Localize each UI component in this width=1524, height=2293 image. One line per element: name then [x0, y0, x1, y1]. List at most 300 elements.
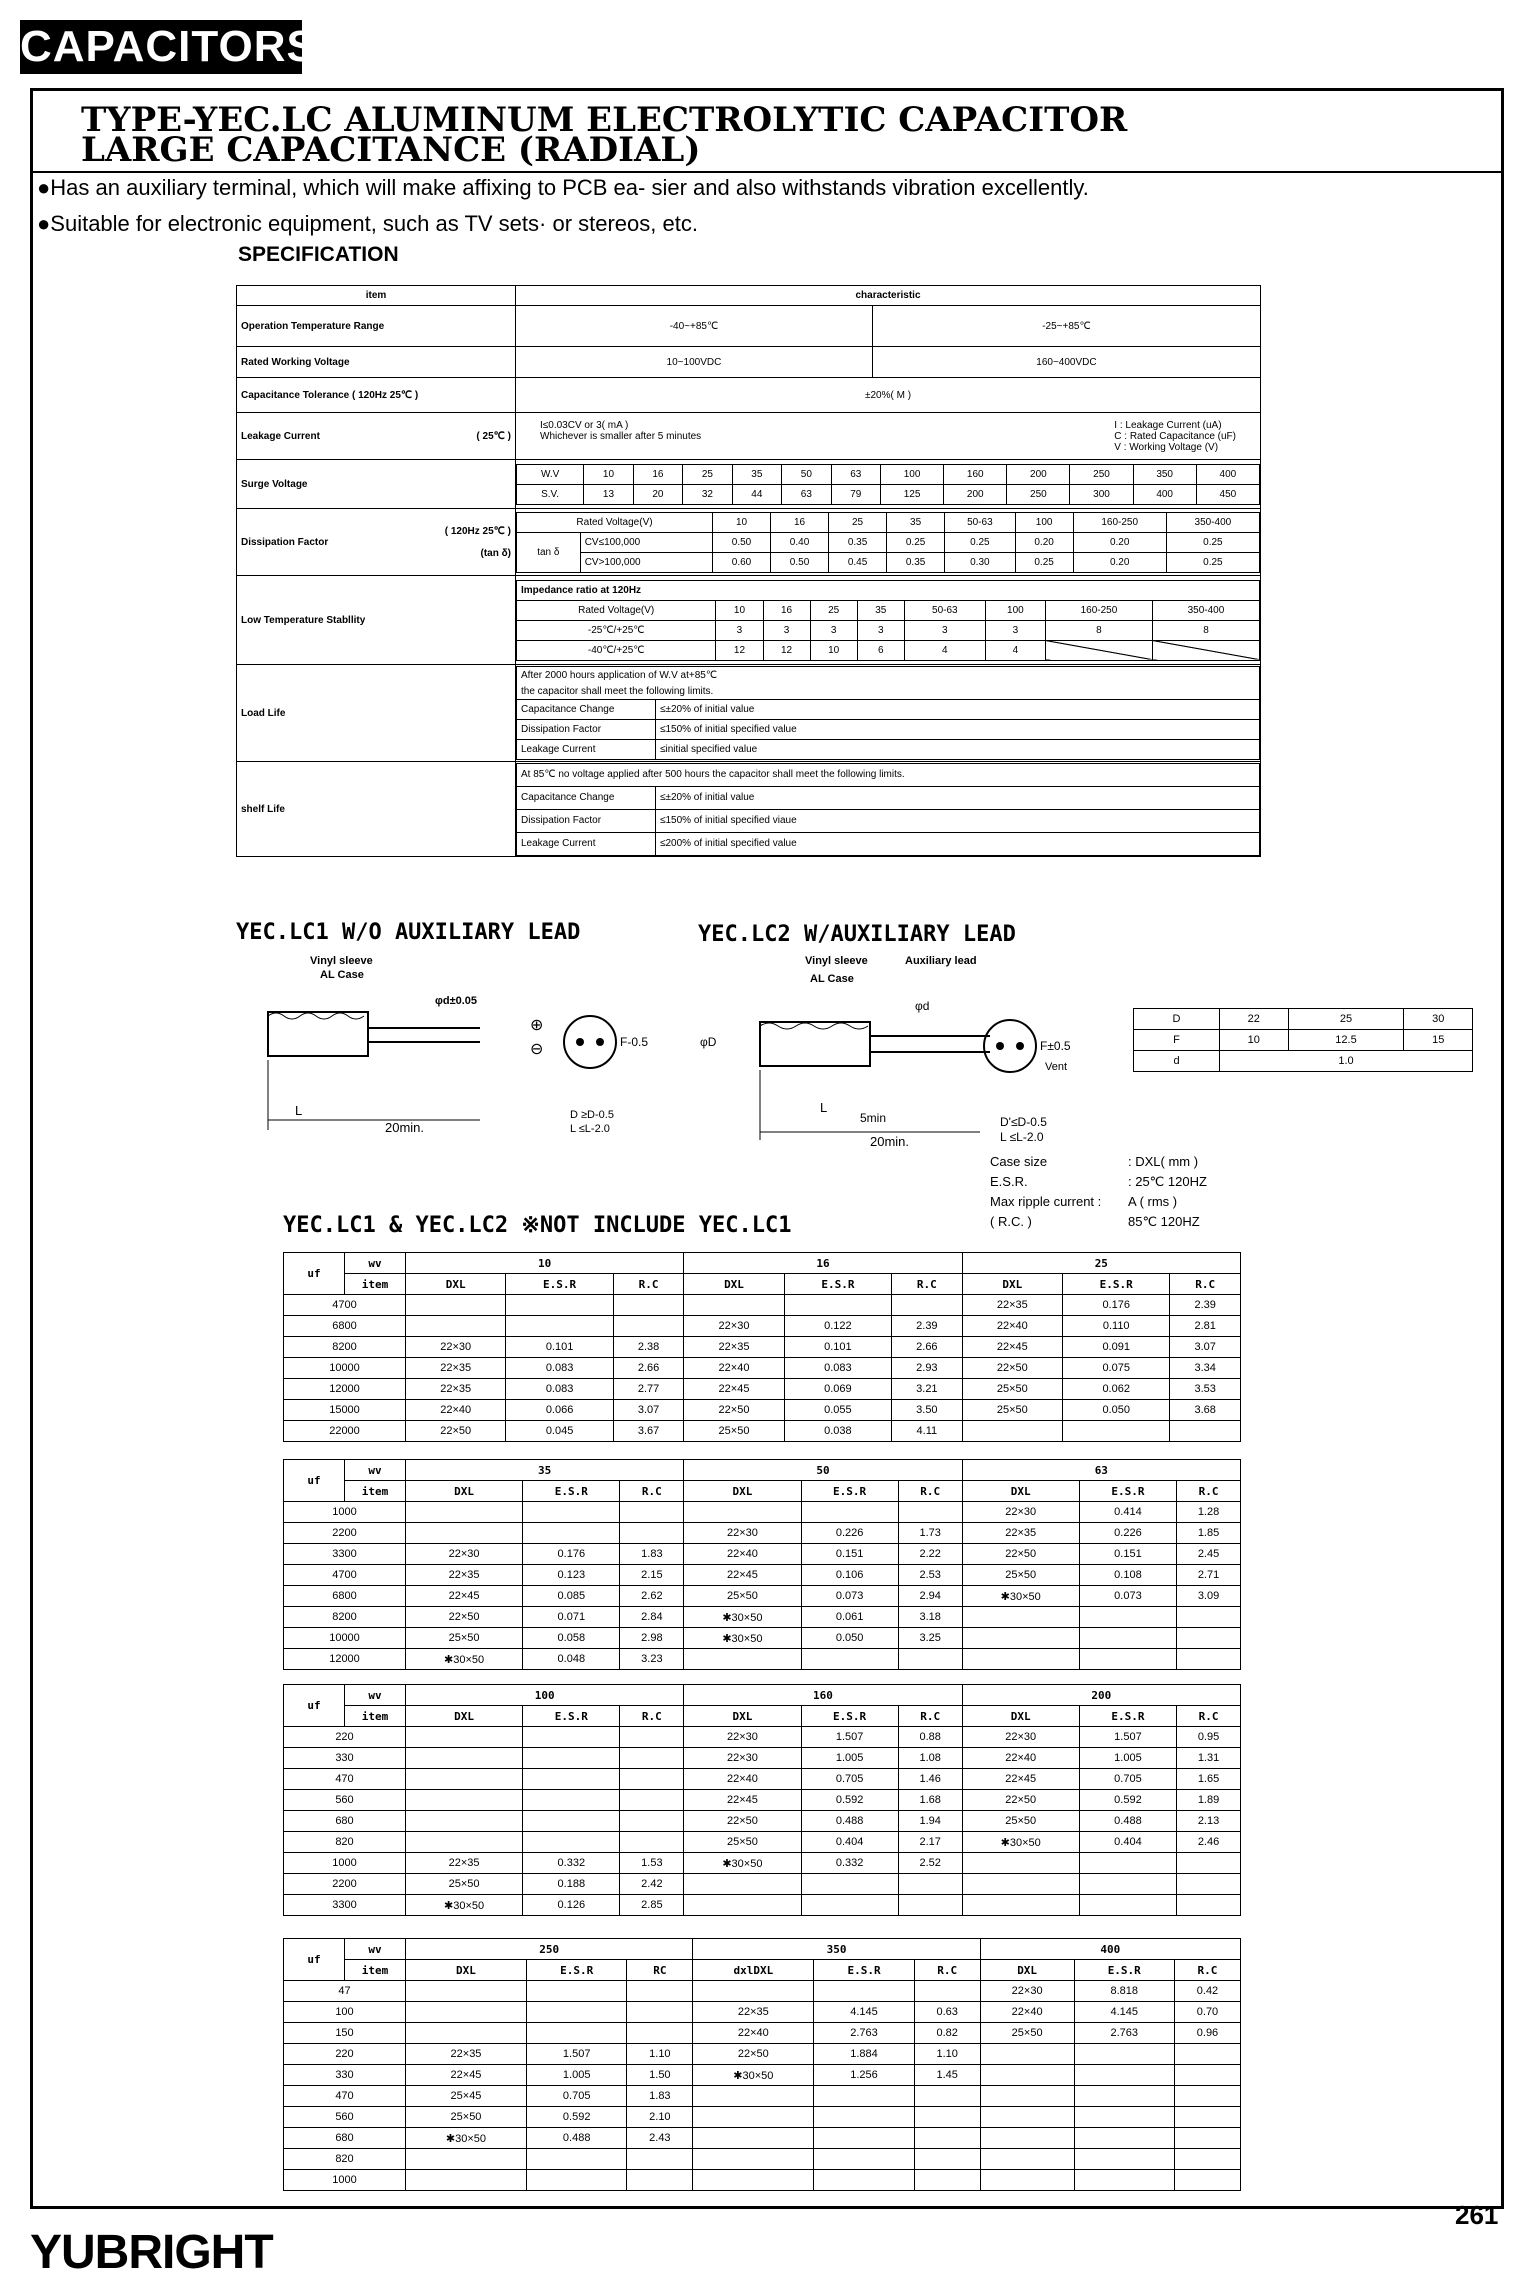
value-cell: 0.151 [801, 1544, 898, 1565]
plus-icon: ⊕ [530, 1015, 544, 1034]
lc1-pin-1 [576, 1038, 584, 1046]
table-row [284, 1628, 1241, 1649]
value-cell: 0.592 [526, 2107, 626, 2128]
value-cell [801, 1649, 898, 1670]
spec-heading: SPECIFICATION [238, 243, 399, 266]
value-cell [1074, 2170, 1174, 2191]
capacitance-cell: 2200 [284, 1874, 406, 1895]
value-cell: ✱30×50 [684, 1853, 801, 1874]
value-cell [406, 1316, 506, 1337]
value-cell [1079, 1853, 1176, 1874]
value-cell [1074, 2128, 1174, 2149]
table-row [284, 2065, 1241, 2086]
lc2-phid-big: φD [700, 1035, 717, 1049]
value-cell [406, 2149, 527, 2170]
lc2-title: YEC.LC2 W/AUXILIARY LEAD [698, 922, 1016, 947]
voltage-header: 25 [962, 1253, 1240, 1274]
capacitance-cell: 15000 [284, 1400, 406, 1421]
lc1-alcase: AL Case [320, 969, 364, 981]
value-cell [523, 1502, 620, 1523]
value-cell [406, 1769, 523, 1790]
col-header: RC [627, 1960, 693, 1981]
value-cell: ✱30×50 [962, 1832, 1079, 1853]
value-cell: 22×35 [406, 1379, 506, 1400]
lc1-phid: φd±0.05 [435, 995, 478, 1007]
value-cell: 0.176 [1063, 1295, 1170, 1316]
value-cell [814, 2170, 914, 2191]
capacitance-cell: 6800 [284, 1586, 406, 1607]
rating-table-2 [283, 1459, 1241, 1670]
uf-header: uf [284, 1460, 345, 1502]
value-cell: 2.85 [620, 1895, 684, 1916]
value-cell [1074, 2065, 1174, 2086]
col-header: R.C [620, 1481, 684, 1502]
value-cell: 22×30 [406, 1337, 506, 1358]
value-cell: 3.68 [1170, 1400, 1241, 1421]
value-cell: 2.42 [620, 1874, 684, 1895]
value-cell: 2.53 [898, 1565, 962, 1586]
value-cell [914, 2170, 980, 2191]
table-row [284, 2107, 1241, 2128]
value-cell [1063, 1421, 1170, 1442]
value-cell: 22×35 [406, 2044, 527, 2065]
value-cell: 22×30 [962, 1727, 1079, 1748]
col-header: E.S.R [1063, 1274, 1170, 1295]
value-cell: ✱30×50 [684, 1628, 801, 1649]
value-cell: 22×45 [406, 2065, 527, 2086]
value-cell: 1.94 [898, 1811, 962, 1832]
value-cell [1079, 1649, 1176, 1670]
value-cell [784, 1295, 891, 1316]
value-cell: 22×40 [684, 1769, 801, 1790]
value-cell [406, 2170, 527, 2191]
value-cell: 22×35 [693, 2002, 814, 2023]
value-cell: 1.53 [620, 1853, 684, 1874]
capacitance-cell: 820 [284, 1832, 406, 1853]
value-cell: 0.592 [1079, 1790, 1176, 1811]
value-cell: 22×50 [406, 1607, 523, 1628]
value-cell [814, 2149, 914, 2170]
table-row [284, 1544, 1241, 1565]
value-cell: 25×50 [406, 1628, 523, 1649]
capacitance-cell: 330 [284, 2065, 406, 2086]
value-cell: 0.045 [506, 1421, 613, 1442]
uf-header: uf [284, 1685, 345, 1727]
col-header: DXL [684, 1706, 801, 1727]
value-cell [1074, 2107, 1174, 2128]
value-cell: 4.11 [892, 1421, 963, 1442]
value-cell: 22×45 [684, 1565, 801, 1586]
value-cell [1177, 1853, 1241, 1874]
rating-table-1 [283, 1252, 1241, 1442]
value-cell: 1.50 [627, 2065, 693, 2086]
value-cell: 3.67 [613, 1421, 684, 1442]
value-cell: 25×50 [684, 1421, 784, 1442]
value-cell [523, 1769, 620, 1790]
surge-values: W.V 10 16 25 35 50 63 100 160 200 250 350 400 S.V. 13 20 32 44 63 79 125 200 250 300 400 450 [516, 460, 1261, 509]
value-cell: 22×35 [406, 1358, 506, 1379]
value-cell [406, 1811, 523, 1832]
value-cell [693, 2107, 814, 2128]
rated-voltage-a: 10~100VDC [516, 347, 873, 378]
value-cell [526, 1981, 626, 2002]
value-cell: 0.705 [526, 2086, 626, 2107]
value-cell: 0.96 [1174, 2023, 1240, 2044]
value-cell [962, 1874, 1079, 1895]
feature-bullet-2: ●Suitable for electronic equipment, such as TV sets· or stereos, etc. [37, 211, 698, 236]
value-cell: 22×30 [684, 1316, 784, 1337]
value-cell: 2.93 [892, 1358, 963, 1379]
table-row [284, 1421, 1241, 1442]
value-cell [1079, 1874, 1176, 1895]
voltage-header: 10 [406, 1253, 684, 1274]
lc1-sleeve [268, 1013, 364, 1019]
value-cell: 3.34 [1170, 1358, 1241, 1379]
value-cell: 3.25 [898, 1628, 962, 1649]
value-cell: 25×50 [962, 1811, 1079, 1832]
table-row [284, 1769, 1241, 1790]
shelf-life-label: shelf Life [237, 762, 516, 857]
col-header: R.C [914, 1960, 980, 1981]
lc1-l-label: L [295, 1103, 303, 1118]
minus-icon: ⊖ [530, 1039, 544, 1058]
rating-table-3 [283, 1684, 1241, 1916]
rating-table-4 [283, 1938, 1241, 2191]
voltage-header: 350 [693, 1939, 980, 1960]
table-row [284, 1832, 1241, 1853]
col-header: DXL [406, 1274, 506, 1295]
voltage-header: 100 [406, 1685, 684, 1706]
col-header: R.C [613, 1274, 684, 1295]
col-header: R.C [898, 1481, 962, 1502]
value-cell: 22×35 [962, 1295, 1062, 1316]
value-cell: 3.21 [892, 1379, 963, 1400]
wv-header: wv [345, 1685, 406, 1706]
value-cell: ✱30×50 [693, 2065, 814, 2086]
value-cell: 1.507 [801, 1727, 898, 1748]
value-cell: 1.10 [627, 2044, 693, 2065]
value-cell [1177, 1874, 1241, 1895]
capacitance-cell: 1000 [284, 1853, 406, 1874]
value-cell [892, 1295, 963, 1316]
value-cell: 0.488 [801, 1811, 898, 1832]
value-cell [801, 1874, 898, 1895]
value-cell: 0.075 [1063, 1358, 1170, 1379]
value-cell: 4.145 [814, 2002, 914, 2023]
col-header: E.S.R [523, 1481, 620, 1502]
value-cell: 0.122 [784, 1316, 891, 1337]
value-cell: 22×40 [962, 1316, 1062, 1337]
lc1-pin-2 [596, 1038, 604, 1046]
item-header: item [345, 1960, 406, 1981]
value-cell [406, 1748, 523, 1769]
df-values: Rated Voltage(V) 10 16 25 35 50-63 100 160-250 350-400 tan δ CV≤100,000 0.50 0.40 0.35 0.25 0.25 0.20 0.20 0.25 CV>100,000 0.60 0.50 0.45 0.35 0.30 0.25 0.20 0.25 [516, 509, 1261, 576]
value-cell: 2.66 [892, 1337, 963, 1358]
value-cell: 22×45 [684, 1379, 784, 1400]
value-cell [914, 2107, 980, 2128]
value-cell [1177, 1895, 1241, 1916]
value-cell [1174, 2086, 1240, 2107]
value-cell [620, 1811, 684, 1832]
lc2-f-label: F±0.5 [1040, 1039, 1071, 1053]
value-cell: 1.884 [814, 2044, 914, 2065]
value-cell: 0.048 [523, 1649, 620, 1670]
value-cell: 2.43 [627, 2128, 693, 2149]
value-cell: 1.73 [898, 1523, 962, 1544]
col-header: DXL [962, 1481, 1079, 1502]
value-cell: ✱30×50 [406, 2128, 527, 2149]
value-cell: 2.45 [1177, 1544, 1241, 1565]
value-cell: 2.39 [892, 1316, 963, 1337]
value-cell [814, 2086, 914, 2107]
value-cell: 0.82 [914, 2023, 980, 2044]
value-cell: 0.126 [523, 1895, 620, 1916]
value-cell [814, 2107, 914, 2128]
lc2-vent: Vent [1045, 1061, 1068, 1073]
value-cell: 22×50 [406, 1421, 506, 1442]
cap-tol-label: Capacitance Tolerance ( 120Hz 25℃ ) [237, 378, 516, 413]
wv-header: wv [345, 1939, 406, 1960]
data-table-title: YEC.LC1 & YEC.LC2 ※NOT INCLUDE YEC.LC1 [283, 1213, 792, 1238]
spec-col-characteristic: characteristic [516, 286, 1261, 306]
col-header: R.C [620, 1706, 684, 1727]
value-cell: 1.005 [801, 1748, 898, 1769]
value-cell: 2.52 [898, 1853, 962, 1874]
value-cell [898, 1502, 962, 1523]
value-cell: 0.592 [801, 1790, 898, 1811]
table-row [284, 1586, 1241, 1607]
value-cell: 3.07 [1170, 1337, 1241, 1358]
value-cell: 22×30 [962, 1502, 1079, 1523]
value-cell [1074, 2086, 1174, 2107]
value-cell [693, 2149, 814, 2170]
value-cell: 3.07 [613, 1400, 684, 1421]
value-cell [613, 1316, 684, 1337]
value-cell: 25×50 [406, 2107, 527, 2128]
lc2-end-view [984, 1020, 1036, 1072]
value-cell: 1.507 [1079, 1727, 1176, 1748]
value-cell: 0.110 [1063, 1316, 1170, 1337]
value-cell [693, 2128, 814, 2149]
lc1-end-view [564, 1016, 616, 1068]
value-cell: 1.45 [914, 2065, 980, 2086]
value-cell: 1.10 [914, 2044, 980, 2065]
value-cell: 22×45 [962, 1769, 1079, 1790]
value-cell [693, 2086, 814, 2107]
leakage-value: I≤0.03CV or 3( mA ) Whichever is smaller after 5 minutes I : Leakage Current (uA) C : Rated Capacitance (uF) V : Working Voltage (V) [516, 413, 1261, 460]
value-cell: 3.09 [1177, 1586, 1241, 1607]
col-header: DXL [406, 1960, 527, 1981]
value-cell [620, 1790, 684, 1811]
value-cell [684, 1895, 801, 1916]
value-cell: 0.151 [1079, 1544, 1176, 1565]
value-cell [406, 2002, 527, 2023]
value-cell: 0.108 [1079, 1565, 1176, 1586]
value-cell: 1.83 [620, 1544, 684, 1565]
value-cell: 25×50 [962, 1565, 1079, 1586]
uf-header: uf [284, 1253, 345, 1295]
table-row [284, 1790, 1241, 1811]
table-row [284, 2128, 1241, 2149]
value-cell [627, 1981, 693, 2002]
value-cell: 0.176 [523, 1544, 620, 1565]
capacitance-cell: 330 [284, 1748, 406, 1769]
col-header: R.C [892, 1274, 963, 1295]
value-cell [1177, 1628, 1241, 1649]
spec-col-item: item [237, 286, 516, 306]
value-cell: 22×45 [684, 1790, 801, 1811]
value-cell [627, 2002, 693, 2023]
value-cell [814, 2128, 914, 2149]
op-temp-a: -40~+85℃ [516, 306, 873, 347]
capacitance-cell: 8200 [284, 1337, 406, 1358]
capacitance-cell: 150 [284, 2023, 406, 2044]
value-cell [406, 1523, 523, 1544]
value-cell: ✱30×50 [406, 1649, 523, 1670]
value-cell [406, 2023, 527, 2044]
voltage-header: 250 [406, 1939, 693, 1960]
value-cell: 0.123 [523, 1565, 620, 1586]
table-row [284, 1649, 1241, 1670]
value-cell [980, 2149, 1074, 2170]
table-row [284, 1874, 1241, 1895]
capacitance-cell: 12000 [284, 1649, 406, 1670]
col-header: E.S.R [1079, 1481, 1176, 1502]
cap-tol-value: ±20%( M ) [516, 378, 1261, 413]
col-header: R.C [1170, 1274, 1241, 1295]
value-cell: 1.46 [898, 1769, 962, 1790]
value-cell [523, 1748, 620, 1769]
capacitance-cell: 560 [284, 2107, 406, 2128]
value-cell: 2.77 [613, 1379, 684, 1400]
table-row [284, 1981, 1241, 2002]
notes-labels: Case size E.S.R. Max ripple current : ( R.C. ) [990, 1154, 1102, 1229]
value-cell [898, 1874, 962, 1895]
value-cell [1177, 1607, 1241, 1628]
value-cell: 22×50 [962, 1544, 1079, 1565]
value-cell: 22×50 [684, 1811, 801, 1832]
value-cell: 25×50 [962, 1379, 1062, 1400]
shelf-life-values: At 85℃ no voltage applied after 500 hours the capacitor shall meet the following limits. Capacitance Change ≤±20% of initial value Dissipation Factor ≤150% of initial specified viaue Leakage Current ≤200% of initial specified value [516, 762, 1261, 857]
lc1-cond-a: D ≥D-0.5 [570, 1109, 614, 1121]
lc2-cond-a: D'≤D-0.5 [1000, 1115, 1047, 1129]
capacitance-cell: 680 [284, 1811, 406, 1832]
value-cell: 22×40 [684, 1544, 801, 1565]
value-cell: 25×50 [406, 1874, 523, 1895]
value-cell [406, 1295, 506, 1316]
value-cell [620, 1523, 684, 1544]
value-cell [1174, 2149, 1240, 2170]
value-cell [526, 2170, 626, 2191]
capacitance-cell: 680 [284, 2128, 406, 2149]
table-row [284, 1358, 1241, 1379]
value-cell: 2.763 [1074, 2023, 1174, 2044]
col-header: E.S.R [1079, 1706, 1176, 1727]
capacitance-cell: 3300 [284, 1544, 406, 1565]
table-row [284, 1748, 1241, 1769]
value-cell: 3.18 [898, 1607, 962, 1628]
value-cell [406, 1502, 523, 1523]
lc2-l-label: L [820, 1100, 828, 1115]
table-row [284, 2149, 1241, 2170]
value-cell: 4.145 [1074, 2002, 1174, 2023]
value-cell: 0.101 [784, 1337, 891, 1358]
value-cell [962, 1607, 1079, 1628]
value-cell: 22×50 [693, 2044, 814, 2065]
value-cell: 0.073 [1079, 1586, 1176, 1607]
table-row [284, 1811, 1241, 1832]
value-cell: 0.085 [523, 1586, 620, 1607]
value-cell: 0.488 [1079, 1811, 1176, 1832]
value-cell: ✱30×50 [962, 1586, 1079, 1607]
value-cell [627, 2149, 693, 2170]
table-row [284, 2002, 1241, 2023]
table-row [284, 2023, 1241, 2044]
voltage-header: 160 [684, 1685, 962, 1706]
value-cell: 22×35 [684, 1337, 784, 1358]
value-cell: 22×30 [406, 1544, 523, 1565]
value-cell [980, 2107, 1074, 2128]
value-cell: 2.46 [1177, 1832, 1241, 1853]
value-cell: 0.42 [1174, 1981, 1240, 2002]
col-header: DXL [962, 1274, 1062, 1295]
lc1-vinyl: Vinyl sleeve [310, 955, 373, 967]
value-cell: 3.50 [892, 1400, 963, 1421]
value-cell: 0.083 [784, 1358, 891, 1379]
value-cell: 0.705 [1079, 1769, 1176, 1790]
value-cell: 22×40 [962, 1748, 1079, 1769]
voltage-header: 400 [980, 1939, 1240, 1960]
value-cell [613, 1295, 684, 1316]
value-cell: 0.226 [1079, 1523, 1176, 1544]
value-cell [506, 1316, 613, 1337]
lc2-5min: 5min [860, 1111, 887, 1125]
value-cell: 1.85 [1177, 1523, 1241, 1544]
capacitance-cell: 220 [284, 1727, 406, 1748]
value-cell: 0.091 [1063, 1337, 1170, 1358]
capacitance-cell: 4700 [284, 1565, 406, 1586]
title-box [33, 91, 1501, 173]
capacitance-cell: 470 [284, 2086, 406, 2107]
value-cell: 1.65 [1177, 1769, 1241, 1790]
table-row [284, 2170, 1241, 2191]
value-cell: 0.488 [526, 2128, 626, 2149]
value-cell [523, 1811, 620, 1832]
col-header: E.S.R [814, 1960, 914, 1981]
value-cell: 22×35 [406, 1853, 523, 1874]
table-row [284, 1502, 1241, 1523]
value-cell [801, 1502, 898, 1523]
df-label: ( 120Hz 25℃ ) Dissipation Factor (tan δ) [237, 509, 516, 576]
uf-header: uf [284, 1939, 345, 1981]
value-cell [1174, 2044, 1240, 2065]
lc2-cond-b: L ≤L-2.0 [1000, 1130, 1044, 1144]
col-header: E.S.R [1074, 1960, 1174, 1981]
value-cell [526, 2023, 626, 2044]
col-header: E.S.R [523, 1706, 620, 1727]
value-cell [1170, 1421, 1241, 1442]
lc1-diagram [210, 950, 670, 1150]
capacitance-cell: 10000 [284, 1628, 406, 1649]
value-cell: 2.22 [898, 1544, 962, 1565]
value-cell: 0.038 [784, 1421, 891, 1442]
col-header: E.S.R [526, 1960, 626, 1981]
capacitance-cell: 220 [284, 2044, 406, 2065]
value-cell [1174, 2107, 1240, 2128]
col-header: DXL [980, 1960, 1074, 1981]
table-row [284, 1379, 1241, 1400]
item-header: item [345, 1706, 406, 1727]
